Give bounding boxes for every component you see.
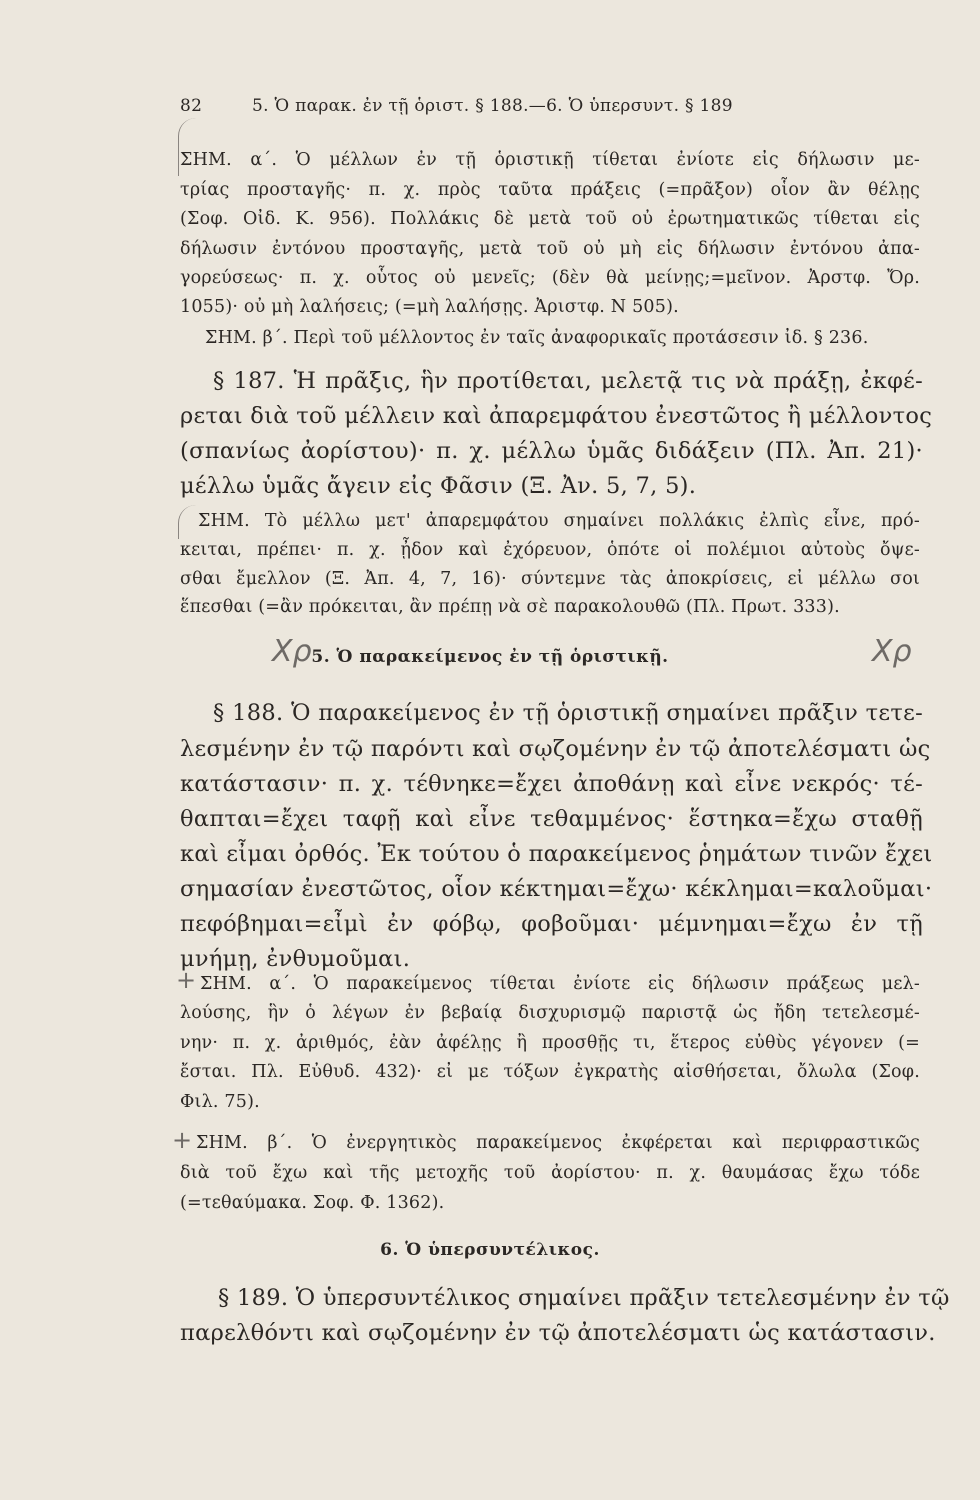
- paragraph-188-line: § 188. Ὁ παρακείμενος ἐν τῇ ὁριστικῇ σημαίνει πρᾶξιν τετε-: [213, 700, 923, 726]
- text-line: (=τεθαύμακα. Σοφ. Φ. 1362).: [180, 1193, 445, 1213]
- text-line: δήλωσιν ἐντόνου προσταγῆς, μετὰ τοῦ οὐ μὴ εἰς δήλωσιν ἐντόνου ἀπα-: [180, 239, 920, 259]
- pencil-cross-mark: +: [172, 1126, 193, 1154]
- paragraph-187-line: ρεται διὰ τοῦ μέλλειν καὶ ἀπαρεμφάτου ἐνεστῶτος ἢ μέλλοντος: [180, 403, 933, 429]
- paragraph-187-line: (σπανίως ἀορίστου)· π. χ. μέλλω ὑμᾶς διδάξειν (Πλ. Ἀπ. 21)·: [180, 438, 923, 464]
- paragraph-189-line: παρελθόντι καὶ σῳζομένην ἐν τῷ ἀποτελέσματι ὡς κατάστασιν.: [180, 1320, 936, 1346]
- text-line: ἔσται. Πλ. Εὐθυδ. 432)· εἰ με τόξων ἐγκρατὴς αἰσθήσεται, ὄλωλα (Σοφ.: [180, 1062, 920, 1082]
- text-line: (Σοφ. Οἰδ. Κ. 956). Πολλάκις δὲ μετὰ τοῦ οὐ ἐρωτηματικῶς τίθεται εἰς: [180, 209, 920, 229]
- paragraph-188-line: θαπται=ἔχει ταφῇ καὶ εἶνε τεθαμμένος· ἕστηκα=ἔχω σταθῇ: [180, 806, 923, 832]
- paragraph-188-line: πεφόβημαι=εἶμὶ ἐν φόβῳ, φοβοῦμαι· μέμνημαι=ἔχω ἐν τῇ: [180, 911, 923, 937]
- pencil-cross-mark: +: [176, 966, 197, 994]
- text-line: σθαι ἔμελλον (Ξ. Ἀπ. 4, 7, 16)· σύντεμνε τὰς ἀποκρίσεις, εἰ μέλλω σοι: [180, 569, 920, 589]
- section-6-heading: 6. Ὁ ὑπερσυντέλικος.: [380, 1240, 600, 1260]
- pencil-bracket: [178, 505, 197, 539]
- running-title: 5. Ὁ παρακ. ἐν τῇ ὁριστ. § 188.—6. Ὁ ὑπερσυντ. § 189: [251, 96, 733, 116]
- text-line: λούσης, ἣν ὁ λέγων ἐν βεβαίᾳ δισχυρισμῷ παριστᾷ ὡς ἤδη τετελεσμέ-: [180, 1003, 920, 1023]
- paragraph-189-line: § 189. Ὁ ὑπερσυντέλικος σημαίνει πρᾶξιν τετελεσμένην ἐν τῷ: [218, 1285, 950, 1311]
- text-line: ΣΗΜ. β΄. Ὁ ἐνεργητικὸς παρακείμενος ἐκφέρεται καὶ περιφραστικῶς: [196, 1133, 920, 1153]
- paragraph-187-line: μέλλω ὑμᾶς ἄγειν εἰς Φᾶσιν (Ξ. Ἀν. 5, 7, 5).: [180, 473, 697, 499]
- text-line: τρίας προσταγῆς· π. χ. πρὸς ταῦτα πράξεις (=πρᾶξον) οἷον ἂν θέλῃς: [180, 180, 920, 200]
- pencil-annotation-right: Χρ: [872, 634, 912, 669]
- text-line: νην· π. χ. ἀριθμός, ἐὰν ἀφέλῃς ἢ προσθῇς τι, ἕτερος εὐθὺς γέγονεν (=: [180, 1033, 920, 1053]
- text-line: Φιλ. 75).: [180, 1092, 260, 1112]
- text-line: ΣΗΜ. α΄. Ὁ παρακείμενος τίθεται ἐνίοτε εἰς δήλωσιν πράξεως μελ-: [200, 974, 920, 994]
- running-header: [180, 96, 733, 116]
- section-5-heading: 5. Ὁ παρακείμενος ἐν τῇ ὁριστικῇ.: [311, 647, 669, 667]
- pencil-annotation-left: Χρ: [272, 634, 312, 669]
- text-line: ἕπεσθαι (=ἂν πρόκειται, ἂν πρέπῃ νὰ σὲ παρακολουθῶ (Πλ. Πρωτ. 333).: [180, 597, 840, 617]
- paragraph-188-line: κατάστασιν· π. χ. τέθνηκε=ἔχει ἀποθάνῃ καὶ εἶνε νεκρός· τέ-: [180, 771, 923, 797]
- text-line: κειται, πρέπει· π. χ. ᾖδον καὶ ἐχόρευον, ὁπότε οἱ πολέμιοι αὐτοὺς ὄψε-: [180, 540, 920, 560]
- text-line: ΣΗΜ. α΄. Ὁ μέλλων ἐν τῇ ὁριστικῇ τίθεται ἐνίοτε εἰς δήλωσιν με-: [180, 150, 920, 170]
- text-line: ΣΗΜ. β΄. Περὶ τοῦ μέλλοντος ἐν ταῖς ἀναφορικαῖς προτάσεσιν ἰδ. § 236.: [205, 328, 869, 348]
- paragraph-188-line: καὶ εἶμαι ὀρθός. Ἐκ τούτου ὁ παρακείμενος ῥημάτων τινῶν ἔχει: [180, 841, 933, 867]
- text-line: ΣΗΜ. Τὸ μέλλω μετ' ἀπαρεμφάτου σημαίνει πολλάκις ἐλπὶς εἶνε, πρό-: [198, 511, 920, 531]
- text-line: γορεύσεως· π. χ. οὗτος οὐ μενεῖς; (δὲν θὰ μείνῃς;=μεῖνον. Ἀρστφ. Ὄρ.: [180, 268, 920, 288]
- paragraph-188-line: μνήμῃ, ἐνθυμοῦμαι.: [180, 946, 411, 972]
- paragraph-188-line: σημασίαν ἐνεστῶτος, οἷον κέκτημαι=ἔχω· κέκλημαι=καλοῦμαι·: [180, 876, 933, 902]
- text-line: 1055)· οὐ μὴ λαλήσεις; (=μὴ λαλήσῃς. Ἀριστφ. Ν 505).: [180, 297, 679, 317]
- paragraph-188-line: λεσμένην ἐν τῷ παρόντι καὶ σῳζομένην ἐν τῷ ἀποτελέσματι ὡς: [180, 736, 931, 762]
- paragraph-187-line: § 187. Ἡ πρᾶξις, ἣν προτίθεται, μελετᾷ τις νὰ πράξῃ, ἐκφέ-: [213, 368, 923, 394]
- page-number: 82: [180, 96, 203, 116]
- text-line: διὰ τοῦ ἔχω καὶ τῆς μετοχῆς τοῦ ἀορίστου· π. χ. θαυμάσας ἔχω τόδε: [180, 1163, 920, 1183]
